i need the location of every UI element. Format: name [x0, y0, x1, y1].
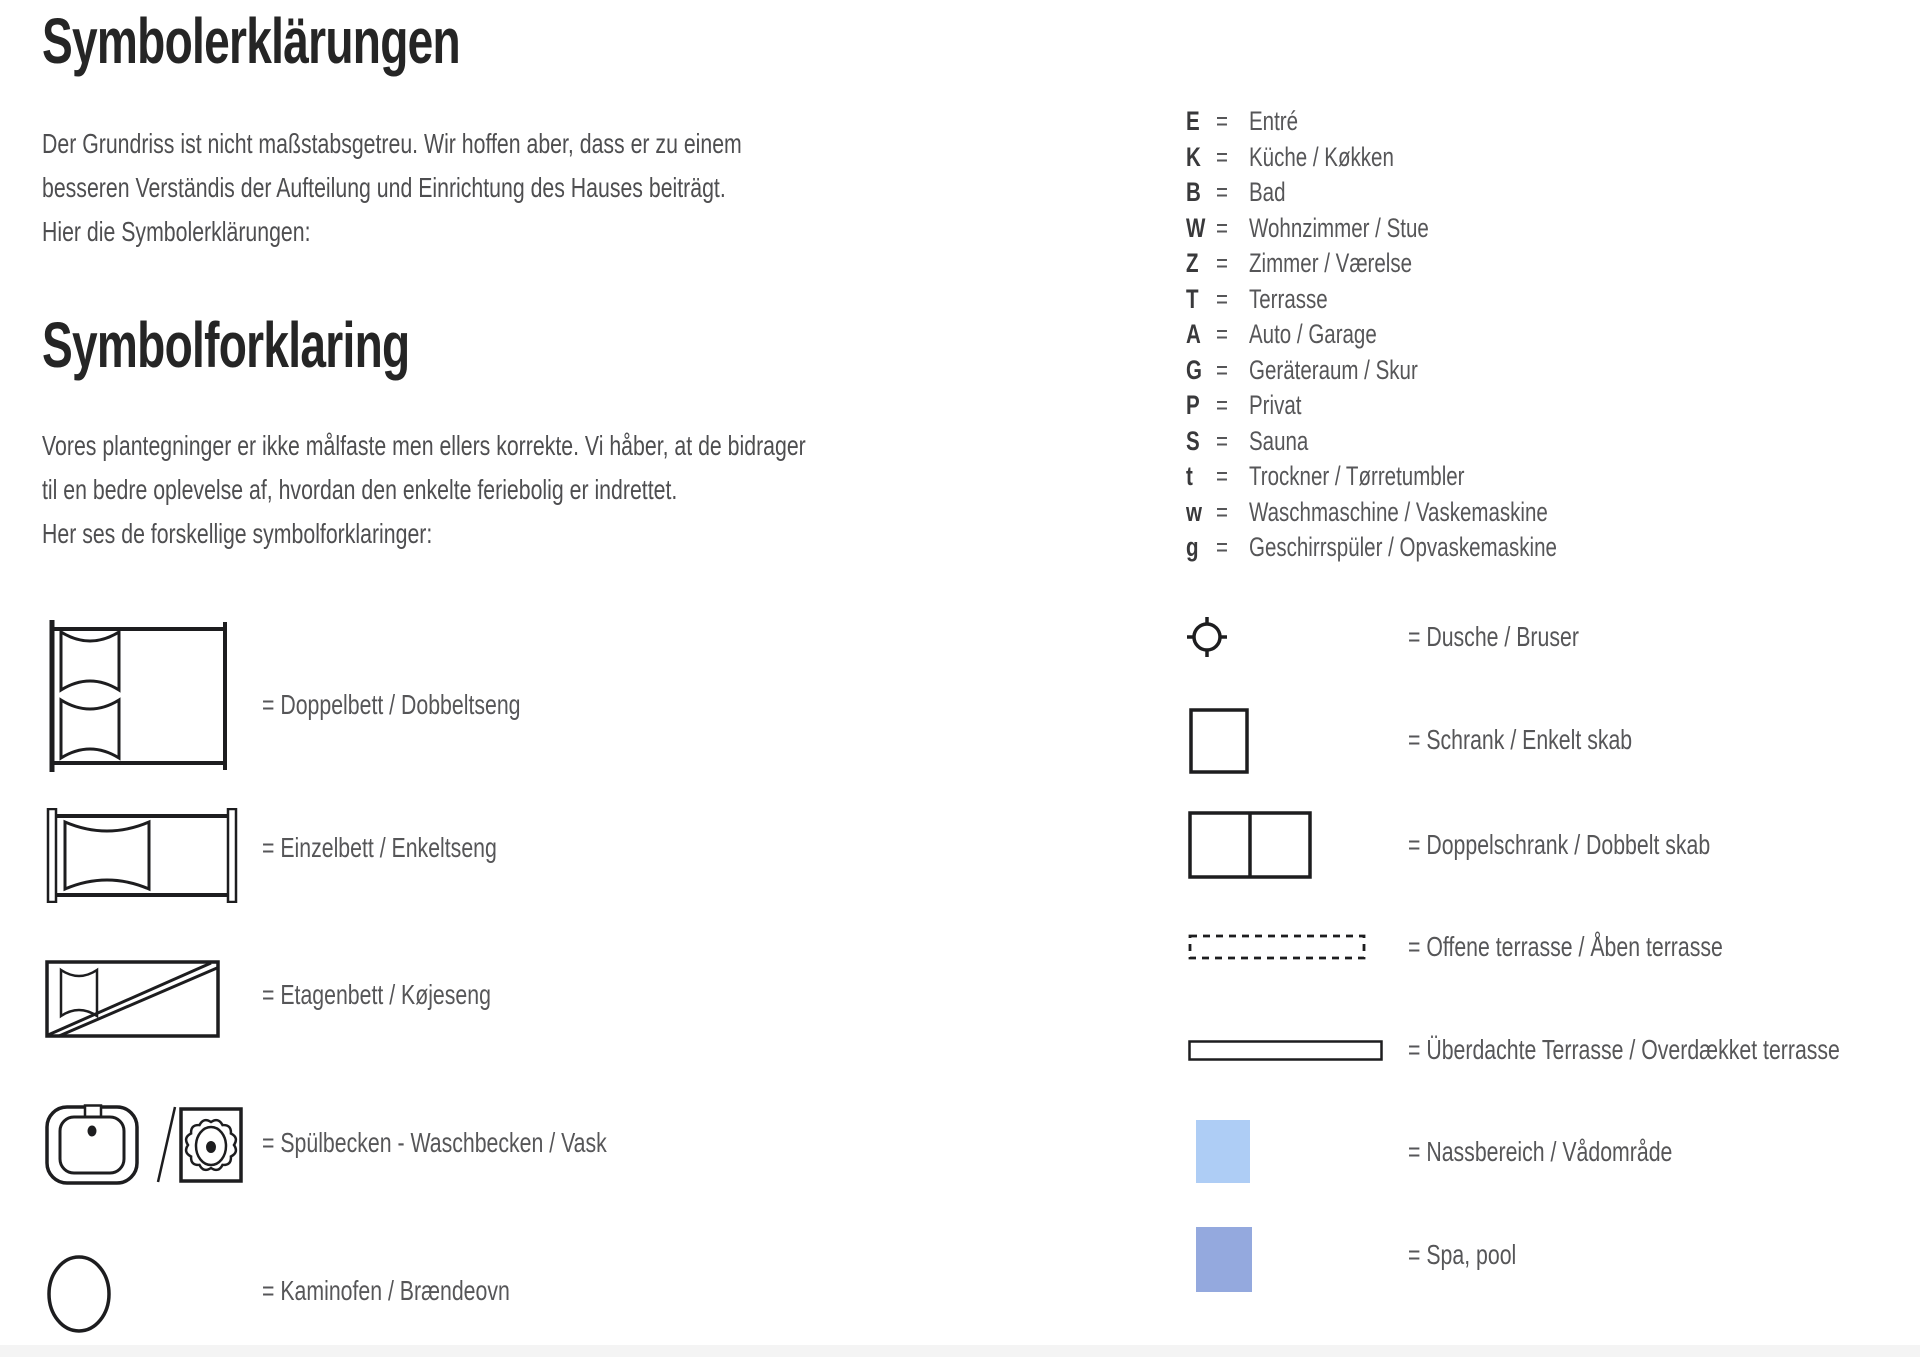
legend-label-single-bed: = Einzelbett / Enkeltseng — [262, 832, 497, 863]
room-code-row: T = Terrasse — [1186, 283, 1328, 314]
intro-da-line: til en bedre oplevelse af, hvordan den enkelte feriebolig er indrettet. — [42, 474, 678, 505]
sink-washbasin-icon — [45, 1102, 245, 1187]
single-bed-icon — [45, 808, 240, 903]
legend-label-bunk-bed: = Etagenbett / Køjeseng — [262, 979, 491, 1010]
room-code-row: P = Privat — [1186, 390, 1302, 421]
room-code-list — [1186, 104, 1654, 566]
intro-de-line: Der Grundriss ist nicht maßstabsgetreu. Wir hoffen aber, dass er zu einem — [42, 128, 742, 159]
room-code-row: G = Geräteraum / Skur — [1186, 354, 1418, 385]
legend-label-wet-area: = Nassbereich / Vådområde — [1408, 1136, 1673, 1167]
intro-de-line: Hier die Symbolerklärungen: — [42, 216, 311, 247]
wet-area-icon — [1196, 1120, 1250, 1183]
room-code-row: W = Wohnzimmer / Stue — [1186, 212, 1429, 243]
intro-paragraph-danish — [42, 424, 1047, 556]
intro-paragraph-german — [42, 122, 963, 254]
wood-stove-icon — [45, 1254, 115, 1334]
legend-label-sink: = Spülbecken - Waschbecken / Vask — [262, 1127, 607, 1158]
intro-da-line: Her ses de forskellige symbolforklaringer: — [42, 518, 433, 549]
room-code-row: K = Küche / Køkken — [1186, 141, 1394, 172]
room-code-row: t = Trockner / Tørretumbler — [1186, 461, 1465, 492]
room-code-row: B = Bad — [1186, 177, 1286, 208]
shower-icon — [1183, 613, 1231, 661]
legend-label-double-bed: = Doppelbett / Dobbeltseng — [262, 689, 521, 720]
legend-label-open-terrace: = Offene terrasse / Åben terrasse — [1408, 931, 1723, 962]
room-code-row: E = Entré — [1186, 106, 1299, 137]
legend-label-spa-pool: = Spa, pool — [1408, 1239, 1517, 1270]
double-bed-icon — [45, 620, 235, 772]
open-terrace-icon — [1188, 933, 1368, 961]
legend-label-shower: = Dusche / Bruser — [1408, 621, 1579, 652]
page-title-german: Symbolerklärungen — [42, 5, 460, 77]
legend-label-covered-terrace: = Überdachte Terrasse / Overdækket terrasse — [1408, 1034, 1840, 1065]
intro-de-line: besseren Verständis der Aufteilung und Einrichtung des Hauses beiträgt. — [42, 172, 726, 203]
room-code-row: w = Waschmaschine / Vaskemaskine — [1186, 496, 1548, 527]
intro-da-line: Vores plantegninger er ikke målfaste men ellers korrekte. Vi håber, at de bidrager — [42, 430, 806, 461]
page-title-danish: Symbolforklaring — [42, 309, 410, 381]
bunk-bed-icon — [45, 960, 220, 1038]
double-cabinet-icon — [1188, 811, 1312, 879]
room-code-row: g = Geschirrspüler / Opvaskemaskine — [1186, 532, 1557, 563]
page-bottom-edge — [0, 1345, 1920, 1357]
legend-label-single-cabinet: = Schrank / Enkelt skab — [1408, 724, 1633, 755]
legend-label-stove: = Kaminofen / Brændeovn — [262, 1275, 510, 1306]
legend-label-double-cabinet: = Doppelschrank / Dobbelt skab — [1408, 829, 1711, 860]
covered-terrace-icon — [1188, 1040, 1384, 1062]
room-code-row: Z = Zimmer / Værelse — [1186, 248, 1413, 279]
single-cabinet-icon — [1188, 707, 1250, 775]
room-code-row: S = Sauna — [1186, 425, 1309, 456]
spa-pool-icon — [1196, 1227, 1252, 1292]
room-code-row: A = Auto / Garage — [1186, 319, 1377, 350]
